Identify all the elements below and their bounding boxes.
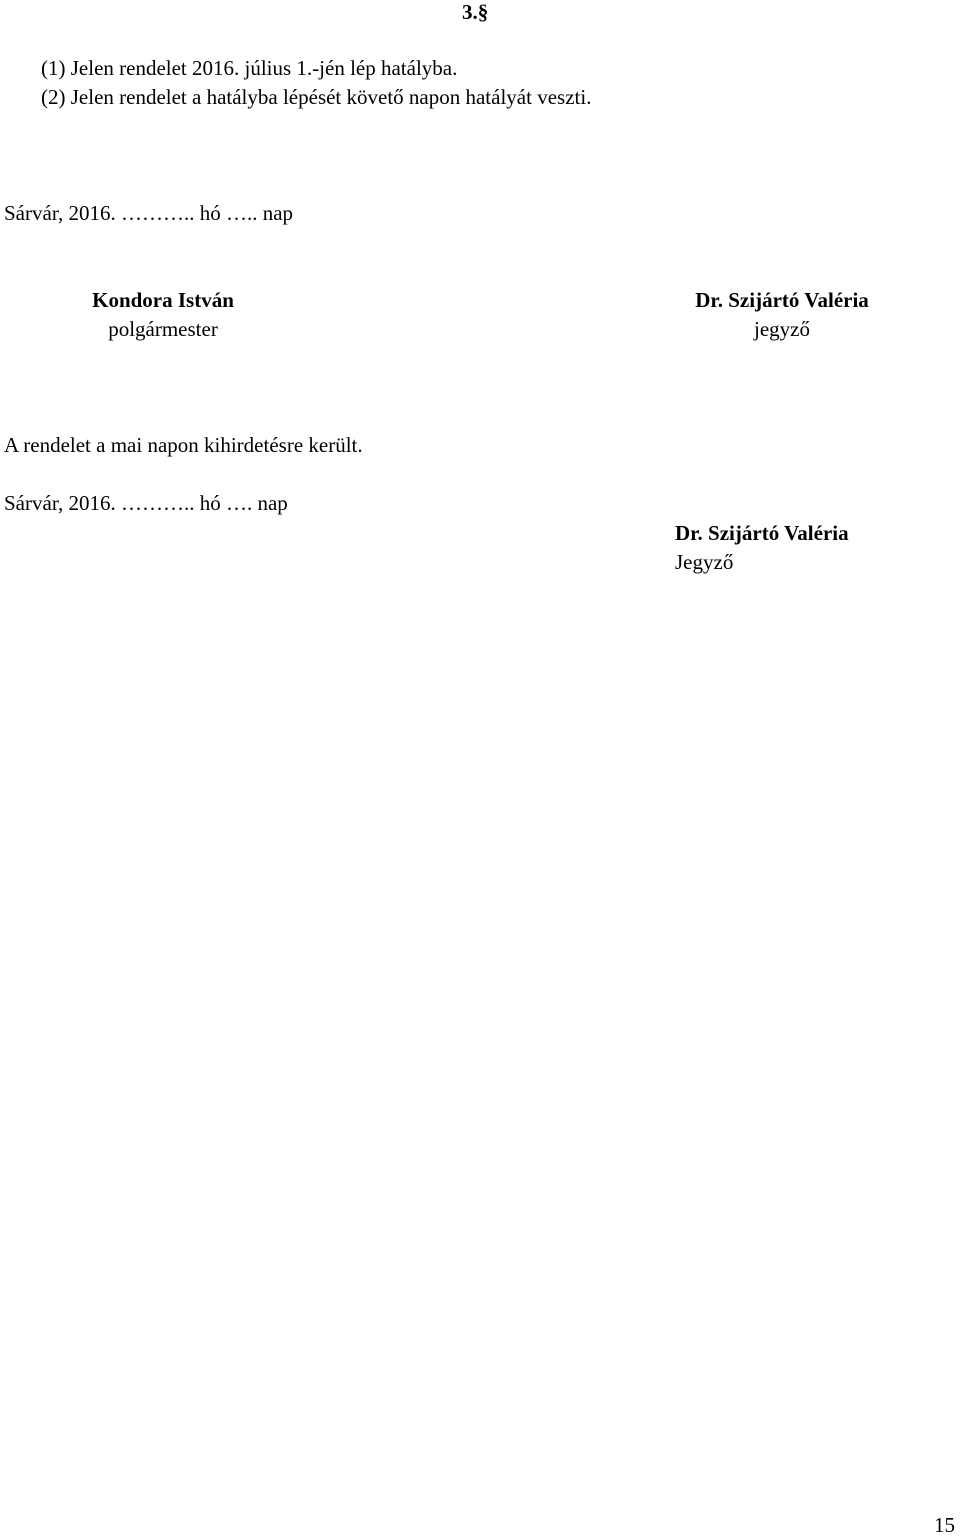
paragraph-1: (1) Jelen rendelet 2016. július 1.-jén lép hatályba. (41, 56, 458, 80)
promulgation-signer-name: Dr. Szijártó Valéria (675, 521, 849, 545)
signer-right-title: jegyző (754, 317, 810, 341)
place-date: Sárvár, 2016. ……….. hó ….. nap (4, 201, 294, 225)
promulgation-signer-title: Jegyző (675, 550, 734, 574)
section-number: 3.§ (462, 0, 489, 24)
paragraph-2: (2) Jelen rendelet a hatályba lépését követő napon hatályát veszti. (41, 85, 592, 109)
signer-left-title: polgármester (108, 317, 218, 341)
page-number: 15 (934, 1513, 955, 1537)
signer-left-name: Kondora István (92, 288, 234, 312)
signer-right-name: Dr. Szijártó Valéria (695, 288, 869, 312)
promulgation-place-date: Sárvár, 2016. ……….. hó …. nap (4, 491, 288, 515)
promulgation-text: A rendelet a mai napon kihirdetésre került. (4, 433, 363, 457)
